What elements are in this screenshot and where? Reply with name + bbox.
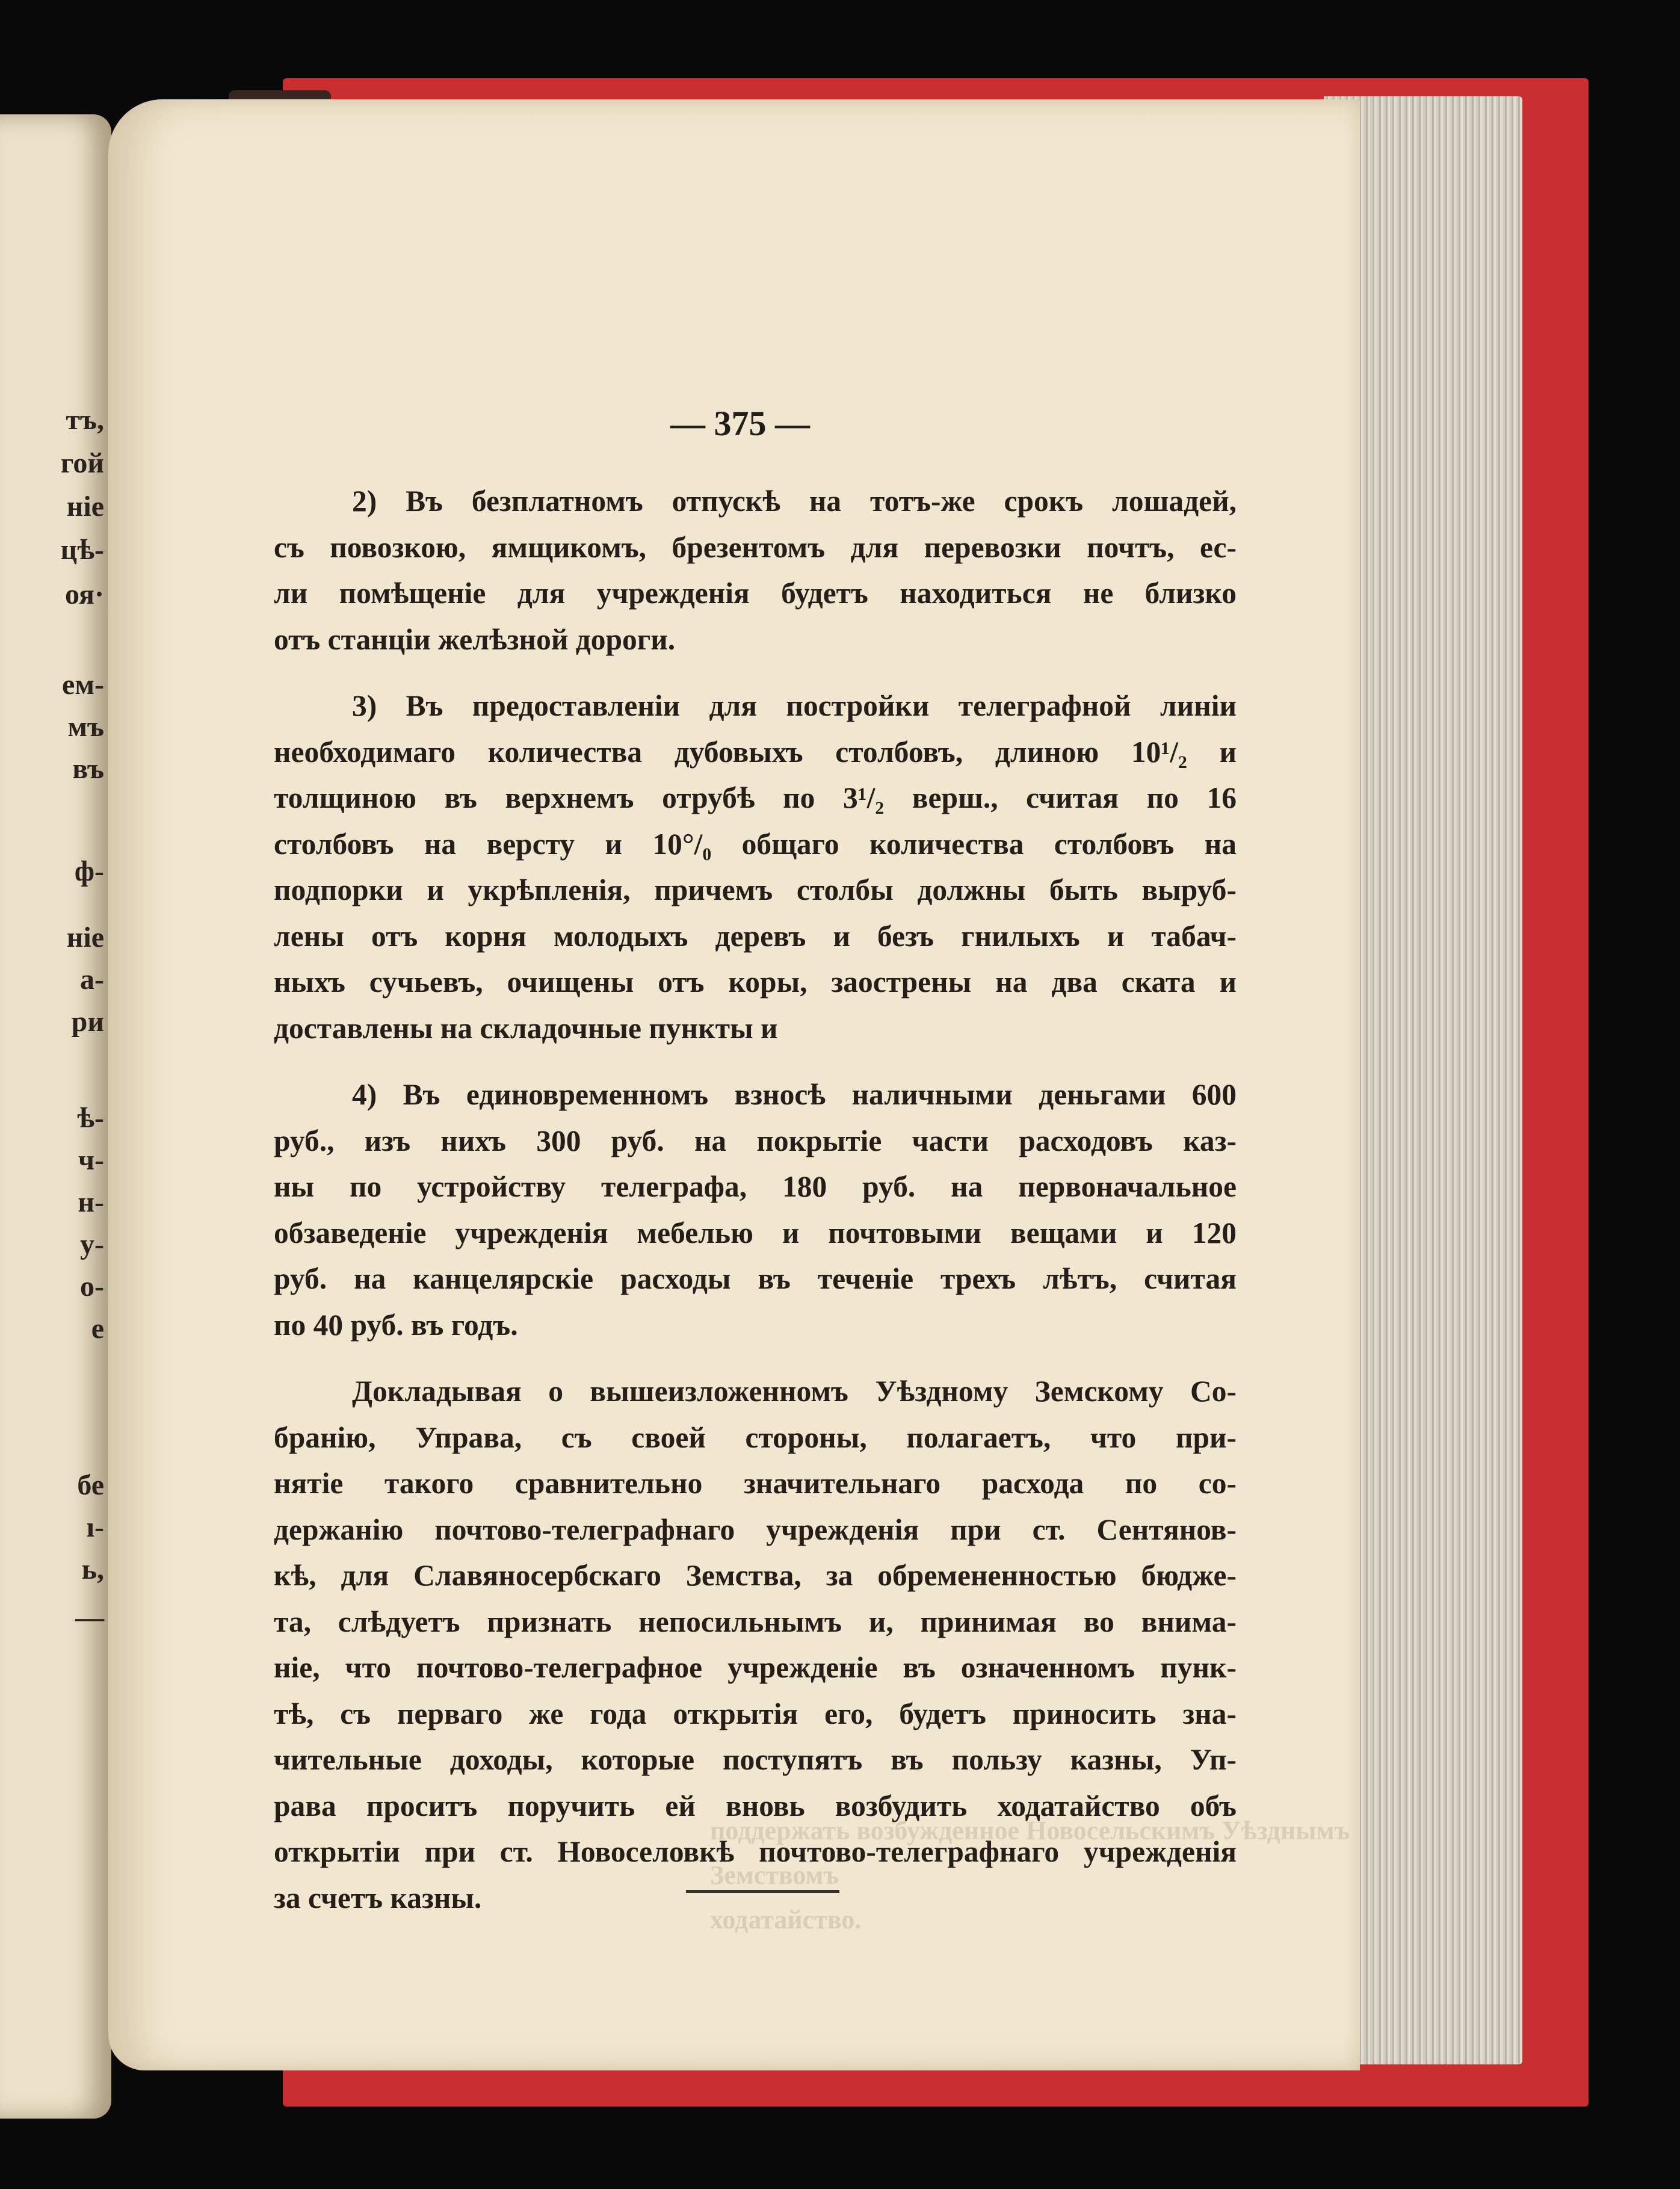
left-page-fragment: у- bbox=[80, 1228, 104, 1260]
left-page-fragment: въ bbox=[72, 753, 104, 785]
left-page-fragment: ч- bbox=[78, 1144, 104, 1176]
paragraph-gap bbox=[274, 663, 1237, 683]
text-line: тѣ, съ перваго же года открытія его, будетъ приносить зна- bbox=[274, 1697, 1237, 1730]
left-page-fragment: ніе bbox=[66, 491, 104, 522]
left-page-fragment: о- bbox=[80, 1271, 104, 1302]
right-page bbox=[108, 99, 1360, 2070]
text-line: столбовъ на версту и 10°/₀ общаго количества столбовъ на bbox=[274, 827, 1237, 861]
bleed-line: ходатайство. bbox=[710, 1905, 862, 1934]
text-line: за счетъ казны. bbox=[274, 1881, 482, 1915]
bleed-line: поддержать возбужденное Новосельскимъ Уѣзднымъ Земствомъ bbox=[710, 1816, 1350, 1890]
text-line: кѣ, для Славяносербскаго Земства, за обремененностью бюдже- bbox=[274, 1559, 1237, 1592]
paragraph-gap bbox=[274, 1348, 1237, 1369]
text-line: ны по устройству телеграфа, 180 руб. на первоначальное bbox=[274, 1170, 1237, 1203]
text-line: рава проситъ поручить ей вновь возбудить ходатайство объ bbox=[274, 1789, 1237, 1822]
left-page-fragment: ем- bbox=[62, 669, 104, 701]
left-page-fragment: ф- bbox=[74, 855, 104, 887]
left-page-fragment: е bbox=[91, 1313, 104, 1345]
left-page-fragment: ри bbox=[71, 1006, 104, 1038]
page-text bbox=[274, 478, 1237, 1921]
text-line: необходимаго количества дубовыхъ столбовъ, длиною 10¹/₂ и bbox=[274, 735, 1237, 769]
text-line: держанію почтово-телеграфнаго учрежденія при ст. Сентянов- bbox=[274, 1512, 1237, 1546]
left-page-fragment: н- bbox=[78, 1186, 104, 1218]
left-page-fragment: тъ, bbox=[66, 404, 104, 436]
text-line: та, слѣдуетъ признать непосильнымъ и, принимая во внима- bbox=[274, 1605, 1237, 1638]
left-page-fragment: — bbox=[75, 1602, 104, 1633]
paragraph bbox=[274, 1072, 1237, 1348]
text-line: руб., изъ нихъ 300 руб. на покрытіе части расходовъ каз- bbox=[274, 1124, 1237, 1157]
page-number: — 375 — bbox=[670, 404, 810, 443]
left-page-fragment: а- bbox=[80, 964, 104, 995]
text-line: ныхъ сучьевъ, очищены отъ коры, заострены на два ската и bbox=[274, 965, 1237, 999]
left-page-fragment: ı- bbox=[86, 1511, 104, 1543]
paragraph-gap bbox=[274, 1051, 1237, 1072]
paragraph bbox=[274, 1369, 1237, 1921]
text-line: нятіе такого сравнительно значительнаго расхода по со- bbox=[274, 1467, 1237, 1500]
paragraph bbox=[274, 478, 1237, 663]
text-line: чительные доходы, которые поступятъ въ пользу казны, Уп- bbox=[274, 1743, 1237, 1776]
text-line: по 40 руб. въ годъ. bbox=[274, 1308, 518, 1342]
text-line: ли помѣщеніе для учрежденія будетъ находиться не близко bbox=[274, 577, 1237, 610]
text-line: съ повозкою, ямщикомъ, брезентомъ для перевозки почтъ, ес- bbox=[274, 530, 1237, 564]
paragraph bbox=[274, 683, 1237, 1051]
left-page-fragment: оя· bbox=[64, 578, 104, 610]
left-page-fragment: бе bbox=[77, 1469, 104, 1501]
text-line: лены отъ корня молодыхъ деревъ и безъ гнилыхъ и табач- bbox=[274, 919, 1237, 953]
left-page-fragment: ь, bbox=[81, 1553, 104, 1585]
text-line: руб. на канцелярскіе расходы въ теченіе трехъ лѣтъ, считая bbox=[274, 1262, 1237, 1295]
text-line: доставлены на складочные пункты и bbox=[274, 1011, 778, 1045]
text-line: 2) Въ безплатномъ отпускѣ на тотъ-же срокъ лошадей, bbox=[352, 485, 1237, 518]
left-page-fragment: ѣ- bbox=[77, 1102, 104, 1134]
text-line: подпорки и укрѣпленія, причемъ столбы должны быть выруб- bbox=[274, 873, 1237, 906]
text-line: 4) Въ единовременномъ взносѣ наличными деньгами 600 bbox=[352, 1078, 1237, 1111]
left-page-fragment: мъ bbox=[67, 711, 104, 743]
text-line: открытіи при ст. Новоселовкѣ почтово-телеграфнаго учрежденія bbox=[274, 1835, 1237, 1868]
end-rule bbox=[686, 1890, 839, 1893]
text-line: обзаведеніе учрежденія мебелью и почтовыми вещами и 120 bbox=[274, 1216, 1237, 1249]
left-page-fragment: ніе bbox=[66, 921, 104, 953]
text-line: бранію, Управа, съ своей стороны, полагаетъ, что при- bbox=[274, 1420, 1237, 1454]
text-line: 3) Въ предоставленіи для постройки телеграфной линіи bbox=[352, 689, 1237, 722]
text-line: отъ станціи желѣзной дороги. bbox=[274, 622, 676, 656]
text-line: толщиною въ верхнемъ отрубѣ по 3¹/₂ верш., считая по 16 bbox=[274, 781, 1237, 814]
left-page-fragment: цѣ- bbox=[60, 534, 104, 566]
text-line: Докладывая о вышеизложенномъ Уѣздному Земскому Со- bbox=[352, 1375, 1237, 1408]
left-page-fragment: гой bbox=[60, 447, 104, 479]
left-page bbox=[0, 114, 111, 2119]
text-line: ніе, что почтово-телеграфное учрежденіе въ означенномъ пунк- bbox=[274, 1651, 1237, 1684]
